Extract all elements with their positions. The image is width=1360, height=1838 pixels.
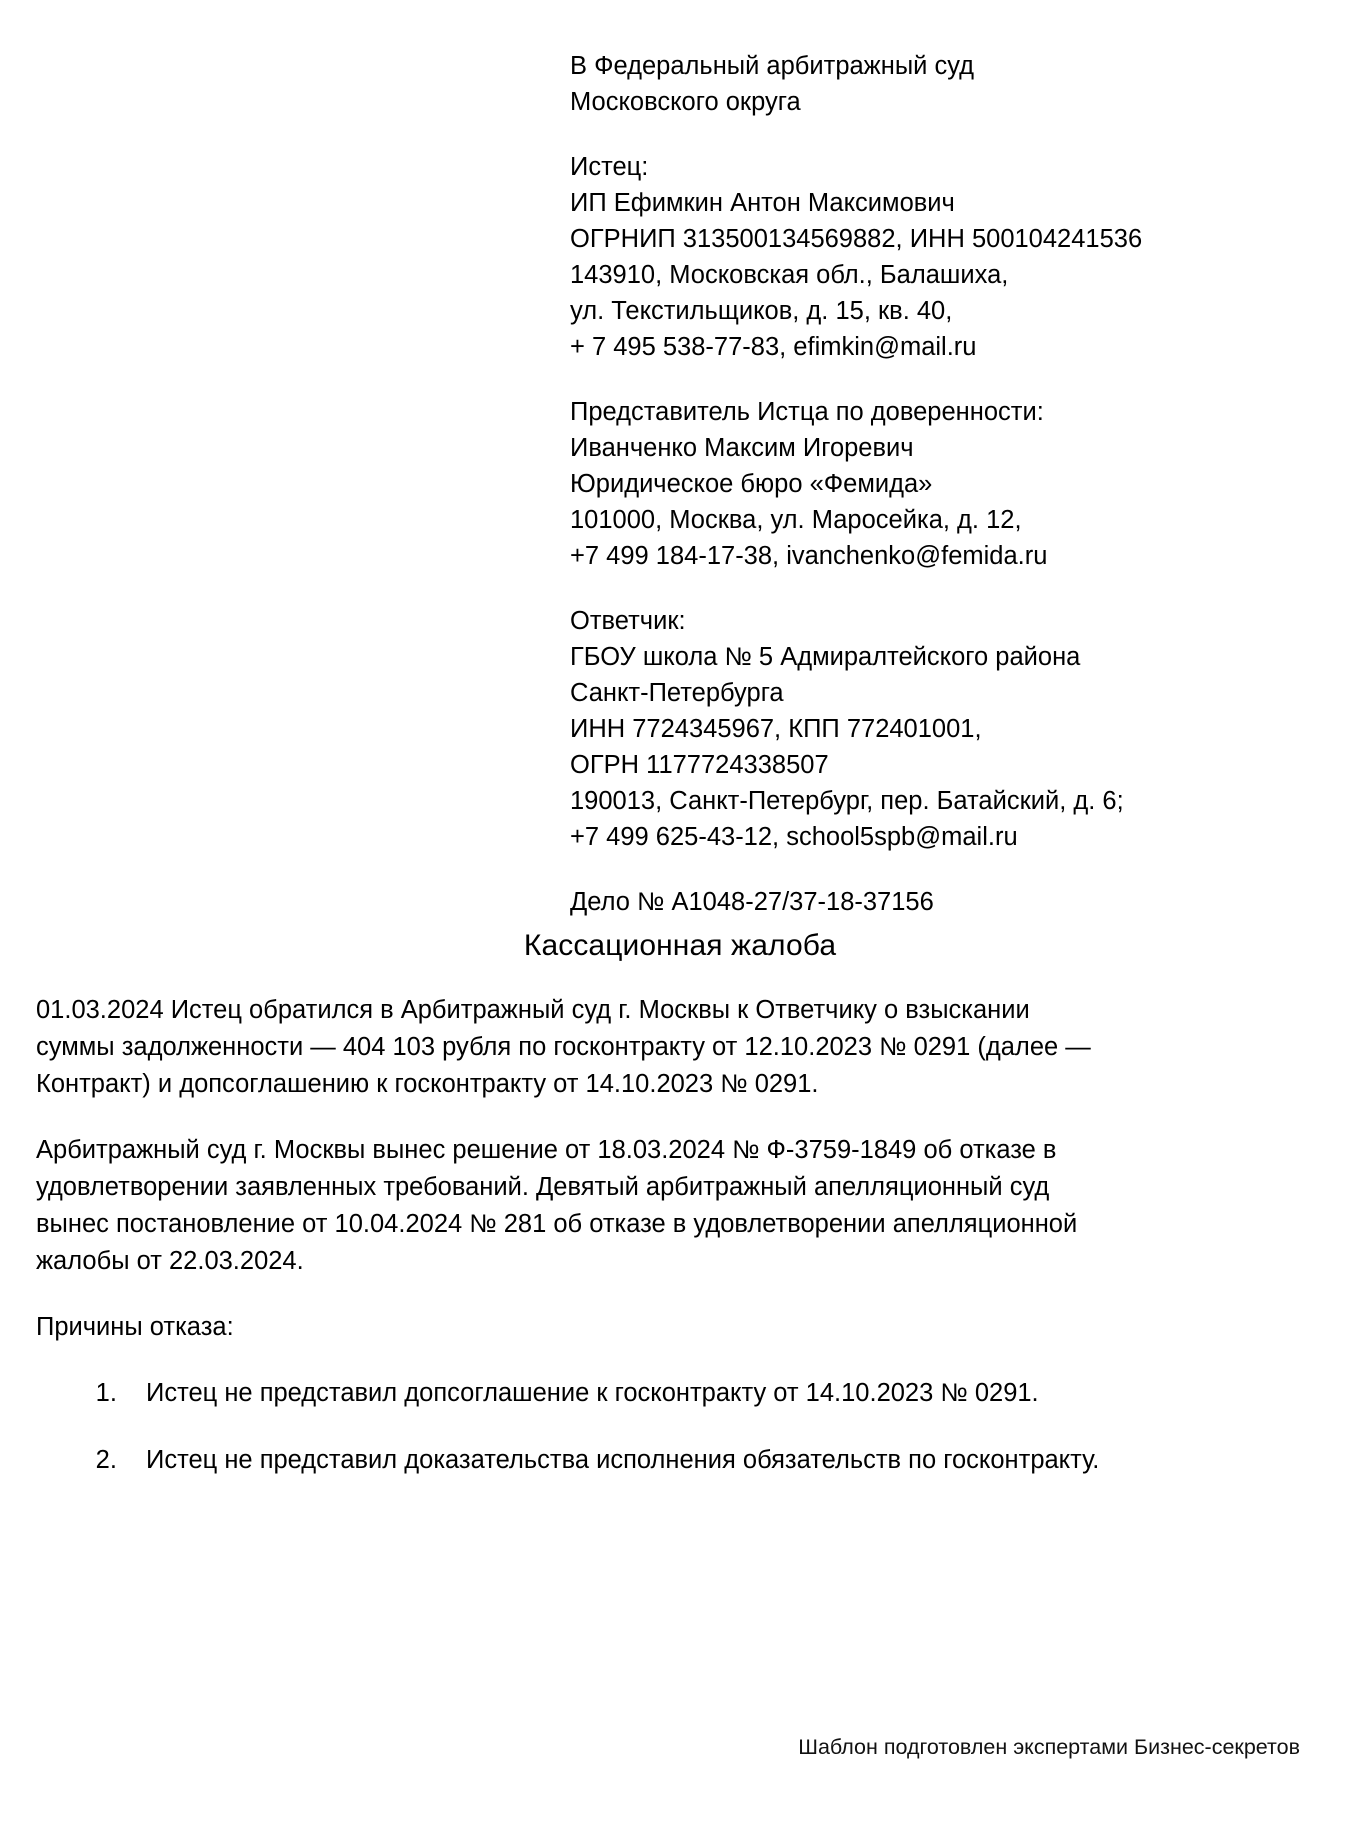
court-addressee-group xyxy=(570,48,1190,120)
plaintiff-address-line-1: 143910, Московская обл., Балашиха, xyxy=(570,261,1009,289)
reasons-heading: Причины отказа: xyxy=(36,1313,234,1341)
case-number: Дело № А1048-27/37-18-37156 xyxy=(570,888,934,916)
list-item: 2. Истец не представил доказательства исполнения обязательств по госконтракту. xyxy=(124,1442,1106,1479)
court-line-2: Московского округа xyxy=(570,88,801,116)
defendant-inn-kpp: ИНН 7724345967, КПП 772401001, xyxy=(570,715,982,743)
list-item: 1. Истец не представил допсоглашение к госконтракту от 14.10.2023 № 0291. xyxy=(124,1375,1106,1412)
court-line-1: В Федеральный арбитражный суд xyxy=(570,52,975,80)
representative-label: Представитель Истца по доверенности: xyxy=(570,398,1044,426)
reasons-list xyxy=(36,1375,1106,1479)
page-title: Кассационная жалоба xyxy=(523,929,837,962)
representative-firm: Юридическое бюро «Фемида» xyxy=(570,470,933,498)
plaintiff-registration-numbers: ОГРНИП 313500134569882, ИНН 500104241536 xyxy=(570,225,1143,253)
case-number-group xyxy=(570,884,1190,920)
footer-note: Шаблон подготовлен экспертами Бизнес-секретов xyxy=(798,1735,1300,1759)
defendant-ogrn: ОГРН 1177724338507 xyxy=(570,751,829,779)
plaintiff-address-line-2: ул. Текстильщиков, д. 15, кв. 40, xyxy=(570,297,953,325)
plaintiff-label: Истец: xyxy=(570,153,649,181)
plaintiff-contacts: + 7 495 538-77-83, efimkin@mail.ru xyxy=(570,333,977,361)
defendant-contacts: +7 499 625-43-12, school5spb@mail.ru xyxy=(570,823,1018,851)
body-paragraph-1: 01.03.2024 Истец обратился в Арбитражный суд г. Москвы к Ответчику о взыскании суммы задолженности — 404 103 рубля по госконтракту от 12.10.2023 № 0291 (далее — Контракт) и допсоглашению к госконтракту от 14.10.2023 № 0291. xyxy=(36,996,1091,1098)
representative-contacts: +7 499 184-17-38, ivanchenko@femida.ru xyxy=(570,542,1048,570)
representative-name: Иванченко Максим Игоревич xyxy=(570,434,914,462)
body-paragraph-2: Арбитражный суд г. Москвы вынес решение от 18.03.2024 № Ф-3759-1849 об отказе в удовлетворении заявленных требований. Девятый арбитражный апелляционный суд вынес постановление от 10.04.2024 № 281 об отказе в удовлетворении апелляционной жалобы от 22.03.2024. xyxy=(36,1136,1078,1275)
defendant-address: 190013, Санкт-Петербург, пер. Батайский, д. 6; xyxy=(570,787,1124,815)
document-header-block xyxy=(570,48,1190,920)
defendant-group xyxy=(570,603,1190,855)
document-body xyxy=(36,992,1106,1479)
plaintiff-group xyxy=(570,149,1190,365)
defendant-name-line-2: Санкт-Петербурга xyxy=(570,679,784,707)
plaintiff-name: ИП Ефимкин Антон Максимович xyxy=(570,189,955,217)
defendant-label: Ответчик: xyxy=(570,607,686,635)
representative-group xyxy=(570,394,1190,574)
representative-address: 101000, Москва, ул. Маросейка, д. 12, xyxy=(570,506,1022,534)
defendant-name-line-1: ГБОУ школа № 5 Адмиралтейского района xyxy=(570,643,1081,671)
